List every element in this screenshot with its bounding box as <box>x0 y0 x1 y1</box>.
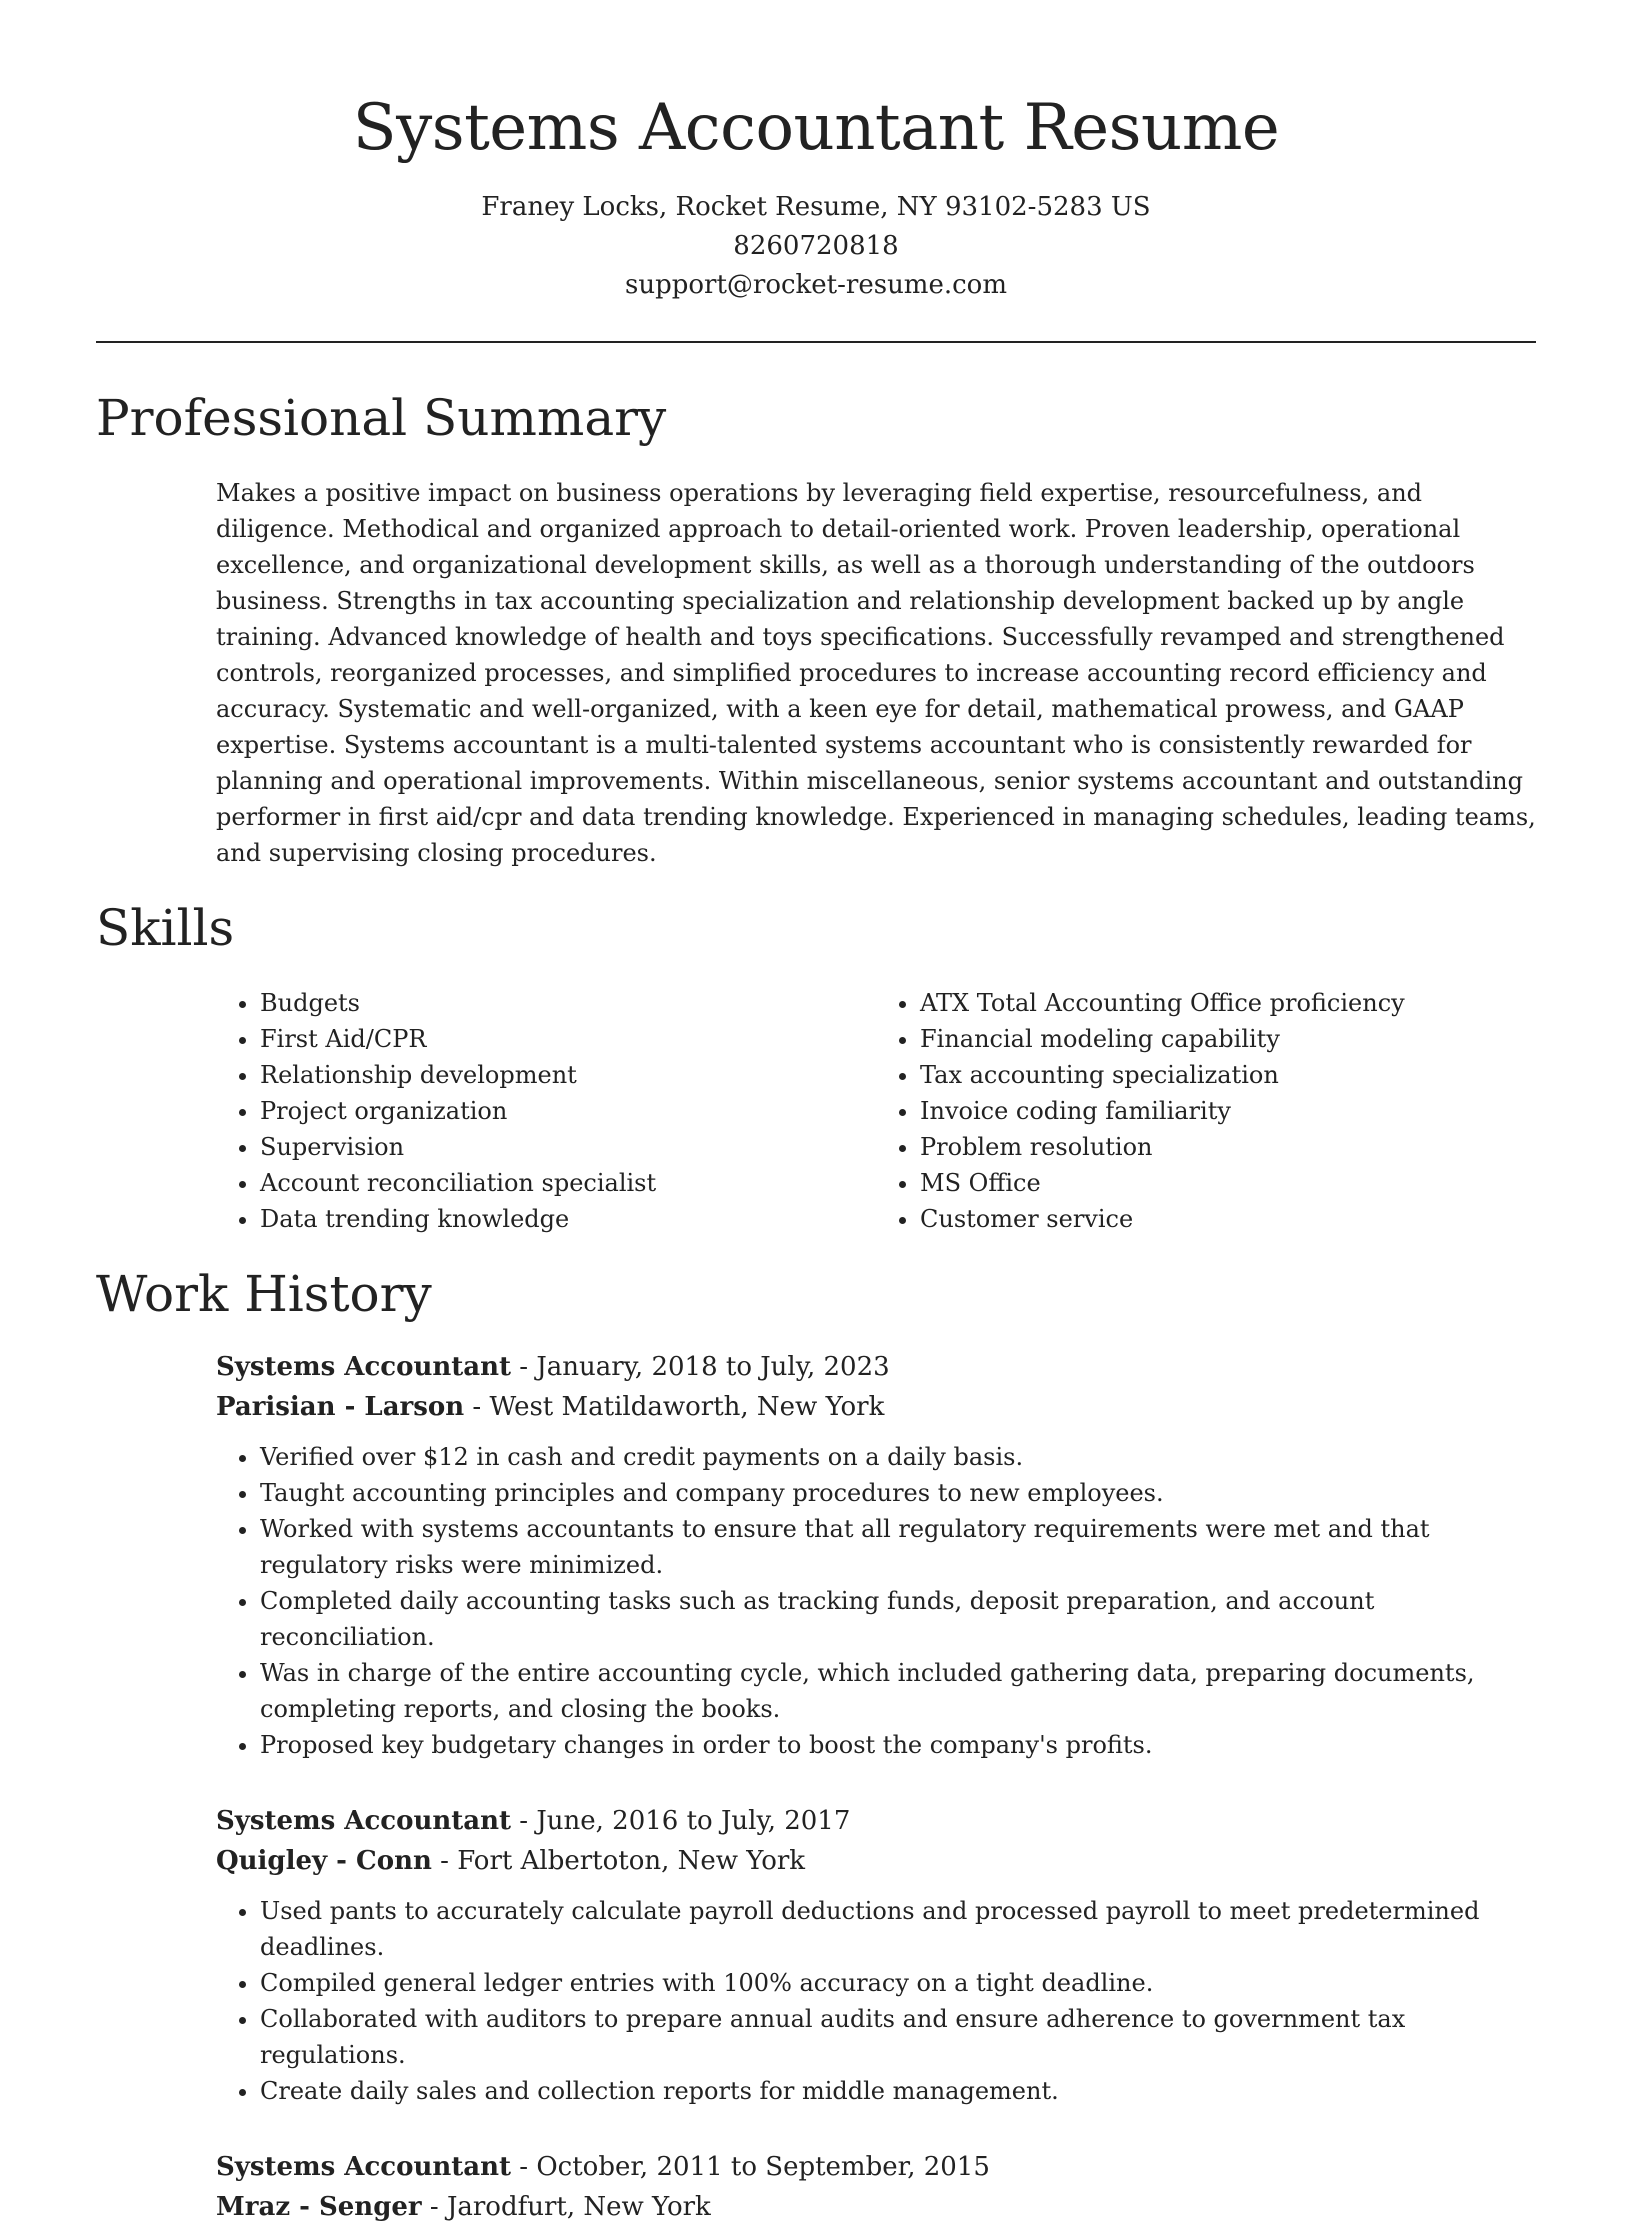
contact-address: Franey Locks, Rocket Resume, NY 93102-5283 US <box>481 192 1151 222</box>
job-bullet: • Verified over $12 in cash and credit payments on a daily basis. <box>260 1439 1536 1475</box>
job-entry <box>216 2147 1536 2227</box>
job-bullet: • Collaborated with auditors to prepare annual audits and ensure adherence to government tax regulations. <box>260 2001 1536 2073</box>
job-role: Systems Accountant <box>216 2152 512 2182</box>
job-title-line <box>216 1801 1536 1841</box>
job-company: Quigley - Conn <box>216 1846 432 1876</box>
job-dates: - October, 2011 to September, 2015 <box>511 2152 990 2182</box>
skill-item: • Data trending knowledge <box>260 1201 876 1237</box>
skills-list <box>216 985 1536 1237</box>
job-company: Mraz - Senger <box>216 2192 422 2222</box>
job-bullet: • Was in charge of the entire accounting cycle, which included gathering data, preparing documents, completing reports, and closing the books. <box>260 1655 1536 1727</box>
header-divider <box>96 341 1536 343</box>
job-bullet: • Used pants to accurately calculate payroll deductions and processed payroll to meet predetermined deadlines. <box>260 1893 1536 1965</box>
summary-text: Makes a positive impact on business operations by leveraging field expertise, resourcefulness, and diligence. Methodical and organized approach to detail-oriented work. Proven leadership, operational excellence, and organizational development skills, as well as a thorough understanding of the outdoors business. Strengths in tax accounting specialization and relationship development backed up by angle training. Advanced knowledge of health and toys specifications. Successfully revamped and strengthened controls, reorganized processes, and simplified procedures to increase accounting record efficiency and accuracy. Systematic and well-organized, with a keen eye for detail, mathematical prowess, and GAAP expertise. Systems accountant is a multi-talented systems accountant who is consistently rewarded for planning and operational improvements. Within miscellaneous, senior systems accountant and outstanding performer in first aid/cpr and data trending knowledge. Experienced in managing schedules, leading teams, and supervising closing procedures. <box>216 479 1536 867</box>
job-company-line <box>216 1387 1536 1427</box>
job-bullet: • Proposed key budgetary changes in order to boost the company's profits. <box>260 1727 1536 1763</box>
job-role: Systems Accountant <box>216 1352 512 1382</box>
page-title: Systems Accountant Resume <box>352 91 1280 165</box>
job-role: Systems Accountant <box>216 1806 512 1836</box>
contact-email: support@rocket-resume.com <box>624 270 1007 300</box>
job-bullet: • Completed daily accounting tasks such as tracking funds, deposit preparation, and account reconciliation. <box>260 1583 1536 1655</box>
job-bullets <box>216 1893 1536 2109</box>
job-dates: - June, 2016 to July, 2017 <box>511 1806 851 1836</box>
skill-item: • Account reconciliation specialist <box>260 1165 876 1201</box>
job-title-line <box>216 1347 1536 1387</box>
resume-header <box>0 0 1632 305</box>
job-location: - West Matildaworth, New York <box>464 1392 885 1422</box>
skill-item: • Budgets <box>260 985 876 1021</box>
job-dates: - January, 2018 to July, 2023 <box>511 1352 890 1382</box>
job-entry <box>216 1801 1536 2109</box>
skill-item: • Customer service <box>920 1201 1536 1237</box>
job-bullet: • Taught accounting principles and company procedures to new employees. <box>260 1475 1536 1511</box>
job-bullet: • Compiled general ledger entries with 100% accuracy on a tight deadline. <box>260 1965 1536 2001</box>
skills-column-left <box>216 985 876 1237</box>
skill-item: • Financial modeling capability <box>920 1021 1536 1057</box>
skill-item: • Supervision <box>260 1129 876 1165</box>
job-entry <box>216 1347 1536 1763</box>
contact-phone: 8260720818 <box>733 231 899 261</box>
skills-column-right <box>876 985 1536 1237</box>
job-bullet: • Worked with systems accountants to ensure that all regulatory requirements were met and that regulatory risks were minimized. <box>260 1511 1536 1583</box>
work-history-heading: Work History <box>96 1265 432 1323</box>
skill-item: • Relationship development <box>260 1057 876 1093</box>
skill-item: • Tax accounting specialization <box>920 1057 1536 1093</box>
contact-block <box>0 188 1632 305</box>
skill-item: • MS Office <box>920 1165 1536 1201</box>
skill-item: • First Aid/CPR <box>260 1021 876 1057</box>
job-title-line <box>216 2147 1536 2187</box>
skill-item: • Project organization <box>260 1093 876 1129</box>
job-location: - Jarodfurt, New York <box>421 2192 711 2222</box>
job-company: Parisian - Larson <box>216 1392 465 1422</box>
job-company-line <box>216 2187 1536 2227</box>
skills-heading: Skills <box>96 899 235 957</box>
skill-item: • Problem resolution <box>920 1129 1536 1165</box>
job-company-line <box>216 1841 1536 1881</box>
skill-item: • ATX Total Accounting Office proficiency <box>920 985 1536 1021</box>
skill-item: • Invoice coding familiarity <box>920 1093 1536 1129</box>
job-location: - Fort Albertoton, New York <box>431 1846 806 1876</box>
job-bullet: • Create daily sales and collection reports for middle management. <box>260 2073 1536 2109</box>
job-bullets <box>216 1439 1536 1763</box>
summary-heading: Professional Summary <box>96 389 667 447</box>
